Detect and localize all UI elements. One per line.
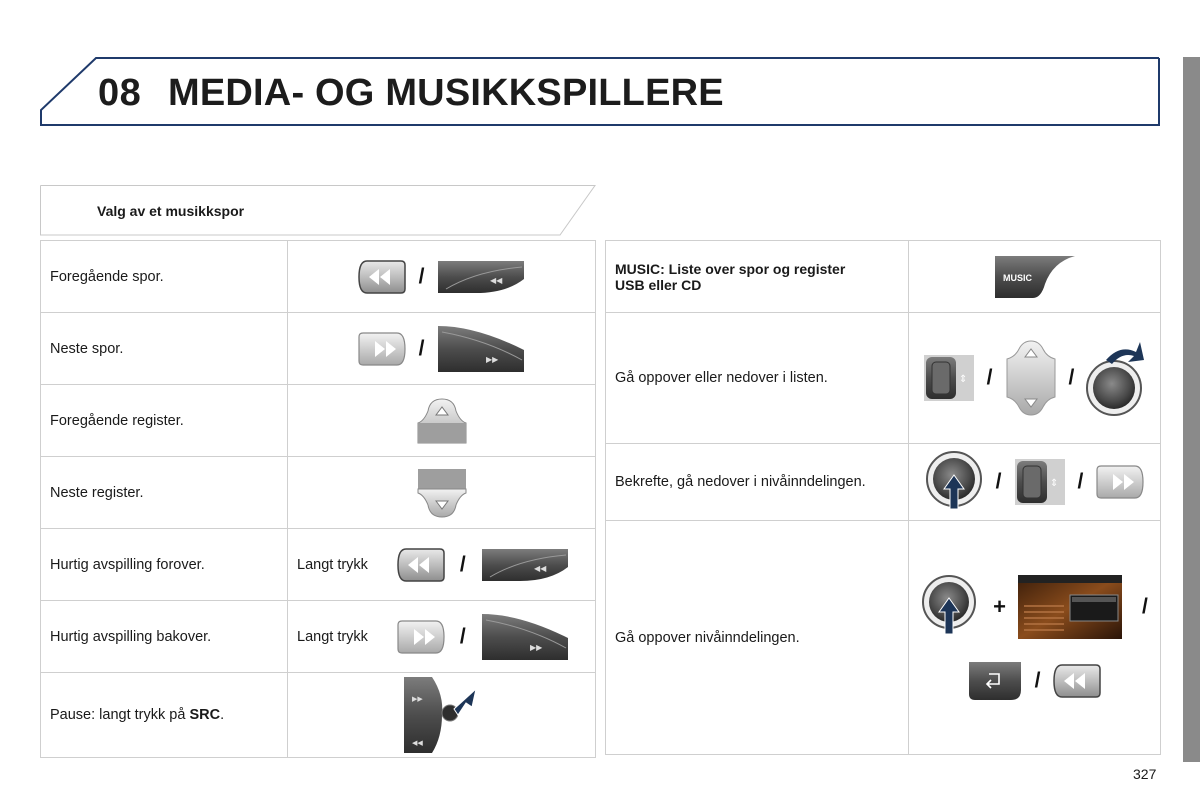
rotary-knob-turn-icon bbox=[1086, 338, 1146, 418]
slash-separator: / bbox=[459, 552, 466, 576]
rotary-knob-press-icon bbox=[921, 574, 981, 640]
table-row bbox=[41, 241, 596, 313]
table-row bbox=[41, 313, 596, 385]
label-next-track: Neste spor. bbox=[41, 313, 288, 385]
table-row bbox=[606, 313, 1161, 444]
side-tab-bar bbox=[1183, 57, 1200, 762]
svg-text:▶▶: ▶▶ bbox=[411, 695, 423, 703]
label-navigate-list: Gå oppover eller nedover i listen. bbox=[606, 313, 909, 444]
svg-text:◀◀: ◀◀ bbox=[490, 275, 503, 285]
label-navigate-up: Gå oppover nivåinndelingen. bbox=[606, 521, 909, 755]
table-row bbox=[41, 529, 596, 601]
label-next-folder: Neste register. bbox=[41, 457, 288, 529]
rewind-button-icon bbox=[1052, 663, 1102, 699]
scroll-wheel-icon bbox=[923, 354, 975, 402]
steering-control-rewind-icon bbox=[480, 547, 570, 583]
chapter-header bbox=[0, 0, 1200, 140]
slash-separator: / bbox=[1077, 470, 1084, 493]
left-table bbox=[40, 240, 596, 758]
forward-button-icon bbox=[396, 619, 446, 655]
label-previous-track: Foregående spor. bbox=[41, 241, 288, 313]
up-down-buttons-icon bbox=[1005, 339, 1057, 417]
svg-text:▶▶: ▶▶ bbox=[529, 642, 543, 652]
svg-text:◀◀: ◀◀ bbox=[411, 739, 423, 747]
slash-separator: / bbox=[995, 470, 1002, 493]
label-music-list: MUSIC: Liste over spor og register USB eller CD bbox=[606, 241, 909, 313]
forward-button-icon bbox=[1095, 464, 1145, 500]
src-steering-control-icon bbox=[402, 675, 482, 755]
steering-control-rewind-icon bbox=[436, 259, 526, 295]
steering-control-forward-icon bbox=[436, 324, 526, 374]
label-confirm: Bekrefte, gå nedover i nivåinndelingen. bbox=[606, 444, 909, 521]
label-fast-rewind: Hurtig avspilling bakover. bbox=[41, 601, 288, 673]
header-frame bbox=[0, 0, 1200, 140]
section-title: Valg av et musikkspor bbox=[97, 203, 245, 219]
label-previous-folder: Foregående register. bbox=[41, 385, 288, 457]
slash-separator: / bbox=[418, 336, 425, 360]
slash-separator: / bbox=[459, 624, 466, 648]
table-row bbox=[41, 385, 596, 457]
section-header bbox=[40, 185, 596, 235]
table-row bbox=[606, 521, 1161, 755]
chapter-number: 08 bbox=[98, 72, 142, 114]
rotary-knob-press-icon bbox=[924, 451, 984, 513]
svg-text:⇕: ⇕ bbox=[1049, 478, 1058, 489]
svg-text:▶▶: ▶▶ bbox=[486, 354, 499, 364]
back-button-icon bbox=[967, 660, 1023, 702]
rewind-button-icon bbox=[396, 547, 446, 583]
right-table bbox=[605, 240, 1161, 755]
steering-control-forward-icon bbox=[480, 612, 570, 662]
slash-separator: / bbox=[1034, 668, 1041, 692]
label-pause: Pause: langt trykk på SRC. bbox=[41, 673, 288, 758]
table-row bbox=[41, 457, 596, 529]
music-button-icon bbox=[993, 254, 1077, 300]
table-row bbox=[41, 673, 596, 758]
down-button-icon bbox=[416, 467, 468, 519]
page-number: 327 bbox=[1133, 766, 1157, 782]
label-fast-forward: Hurtig avspilling forover. bbox=[41, 529, 288, 601]
slash-separator: / bbox=[1142, 594, 1148, 618]
table-row bbox=[606, 241, 1161, 313]
display-screen-icon bbox=[1018, 575, 1122, 639]
music-button-label: MUSIC bbox=[1002, 272, 1032, 283]
slash-separator: / bbox=[986, 366, 993, 389]
slash-separator: / bbox=[418, 264, 425, 288]
plus-separator: + bbox=[993, 593, 1006, 619]
slash-separator: / bbox=[1068, 366, 1075, 389]
chapter-title: MEDIA- OG MUSIKKSPILLERE bbox=[168, 72, 724, 114]
rewind-button-icon bbox=[357, 259, 407, 295]
forward-button-icon bbox=[357, 331, 407, 367]
table-row bbox=[606, 444, 1161, 521]
long-press-note: Langt trykk bbox=[297, 556, 368, 573]
svg-text:◀◀: ◀◀ bbox=[533, 563, 547, 573]
up-button-icon bbox=[416, 397, 468, 445]
svg-text:⇕: ⇕ bbox=[958, 374, 968, 385]
long-press-note: Langt trykk bbox=[297, 628, 368, 645]
table-row bbox=[41, 601, 596, 673]
scroll-wheel-icon bbox=[1014, 458, 1066, 506]
